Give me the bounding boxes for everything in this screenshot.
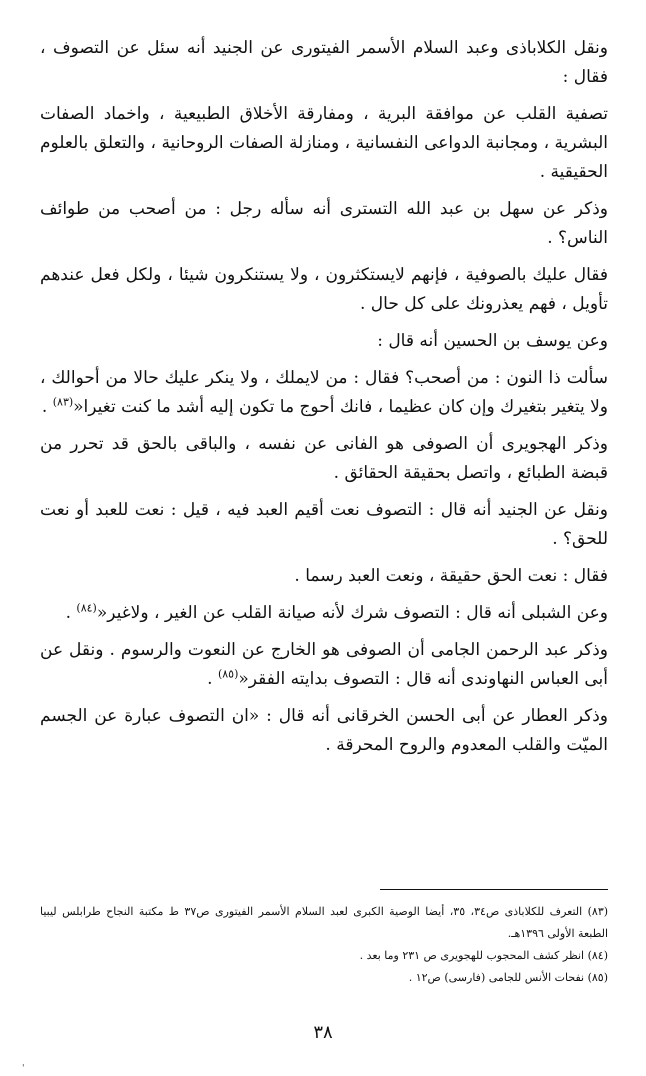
paragraph-dhu-al-nun xyxy=(40,364,608,422)
main-text xyxy=(40,34,608,768)
paragraph-attar: وذكر العطار عن أبى الحسن الخرقانى أنه قال : «ان التصوف عبارة عن الجسم الميّت والقلب المعدوم والروح المحرقة . xyxy=(40,706,608,755)
paragraph-shibli xyxy=(40,599,608,628)
footnote-divider xyxy=(380,889,608,890)
corner-mark: ' xyxy=(22,1064,25,1074)
paragraph-shibli-text: وعن الشبلى أنه قال : التصوف شرك لأنه صيانة القلب عن الغير ، ولاغير« xyxy=(96,603,608,623)
note-ref-83: (٨٣) xyxy=(52,395,74,409)
footnotes xyxy=(40,901,608,989)
paragraph-sahl: وذكر عن سهل بن عبد الله التسترى أنه سأله رجل : من أصحب من طوائف الناس؟ . xyxy=(40,199,608,248)
paragraph-dhu-al-nun-text: سألت ذا النون : من أصحب؟ فقال : من لايملك ، ولا ينكر عليك حالا من أحوالك ، ولا يتغير بتغيرك وإن كان عظيما ، فانك أحوج ما تكون إليه أشد ما كنت تغيرا« xyxy=(40,368,608,417)
paragraph-hujwiri: وذكر الهجويرى أن الصوفى هو الفانى عن نفسه ، والباقى بالحق قد تحرر من قبضة الطبائع ، واتصل بحقيقة الحقائق . xyxy=(40,434,608,483)
paragraph-definition: تصفية القلب عن موافقة البرية ، ومفارقة الأخلاق الطبيعية ، واخماد الصفات البشرية ، ومجانبة الدواعى النفسانية ، ومنازلة الصفات الروحانية ، والتعلق بالعلوم الحقيقية . xyxy=(40,104,608,182)
paragraph-kalabadhi: ونقل الكلاباذى وعبد السلام الأسمر الفيتورى عن الجنيد أنه سئل عن التصوف ، فقال : xyxy=(40,38,608,87)
paragraph-shibli-end: . xyxy=(65,603,77,623)
paragraph-junayd: ونقل عن الجنيد أنه قال : التصوف نعت أقيم العبد فيه ، قيل : نعت للعبد أو نعت للحق؟ . xyxy=(40,500,608,549)
paragraph-jami-end: . xyxy=(207,669,218,689)
note-ref-85: (٨٥) xyxy=(217,667,239,681)
paragraph-yusuf: وعن يوسف بن الحسين أنه قال : xyxy=(377,331,608,351)
paragraph-reply: فقال : نعت الحق حقيقة ، ونعت العبد رسما . xyxy=(294,566,608,586)
footnote-84: (٨٤) انظر كشف المحجوب للهجويرى ص ٢٣١ وما بعد . xyxy=(359,949,608,962)
paragraph-jami xyxy=(40,636,608,694)
paragraph-sufis: فقال عليك بالصوفية ، فإنهم لايستكثرون ، ولا يستنكرون شيئا ، ولكل فعل عندهم تأويل ، فهم يعذرونك على كل حال . xyxy=(40,265,608,314)
footnote-83: (٨٣) التعرف للكلاباذى ص٣٤، ٣٥، أيضا الوصية الكبرى لعبد السلام الأسمر الفيتورى ص٣٧ ط مكتبة النجاح طرابلس ليبيا الطبعة الأولى ١٣٩٦هـ. xyxy=(40,905,609,940)
paragraph-dhu-al-nun-end: . xyxy=(41,397,53,417)
note-ref-84: (٨٤) xyxy=(76,601,97,615)
footnote-85: (٨٥) نفحات الأنس للجامى (فارسى) ص١٢ . xyxy=(408,971,608,984)
paragraph-jami-text: وذكر عبد الرحمن الجامى أن الصوفى هو الخارج عن النعوت والرسوم . ونقل عن أبى العباس النهاوندى أنه قال : التصوف بدايته الفقر« xyxy=(40,640,608,689)
page-number: ٣٨ xyxy=(313,1022,333,1043)
